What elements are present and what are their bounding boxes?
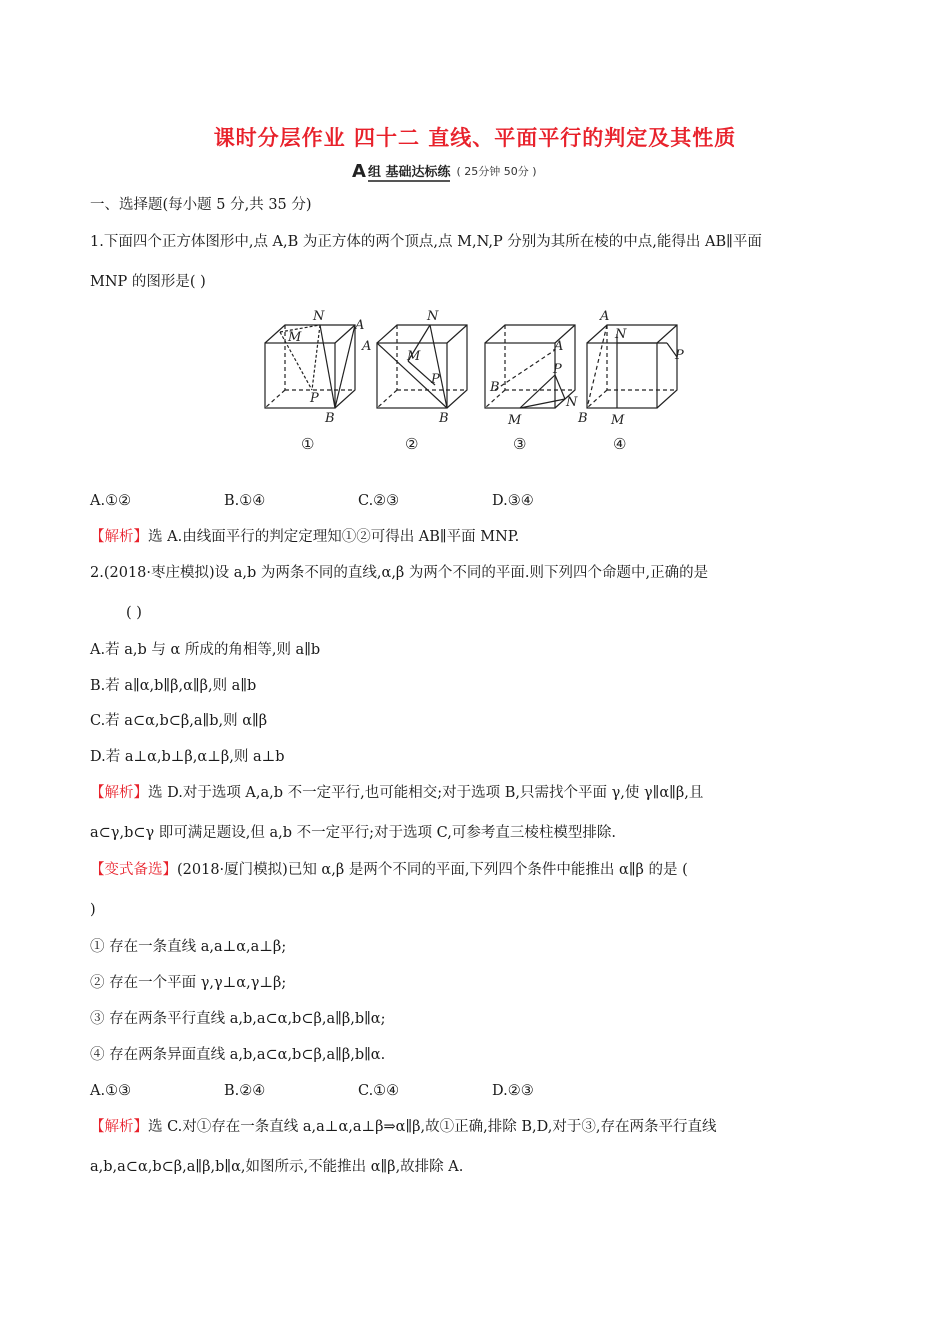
cube-4 — [587, 325, 677, 408]
variant-analysis-tag: 【解析】 — [90, 1119, 148, 1135]
cube4-label-N: N — [615, 327, 627, 342]
cube1-label-N: N — [313, 309, 325, 324]
cube1-label-A: A — [355, 318, 365, 333]
variant-item-3: ③ 存在两条平行直线 a,b,a⊂α,b⊂β,a∥β,b∥α; — [90, 1011, 386, 1027]
group-name: 组 基础达标练 — [368, 161, 451, 182]
cube4-label-B: B — [578, 411, 588, 426]
variant-stem: (2018·厦门模拟)已知 α,β 是两个不同的平面,下列四个条件中能推出 α∥β 的是 ( — [177, 862, 688, 878]
cube4-label-M: M — [611, 413, 625, 428]
cube1-label-B: B — [325, 411, 335, 426]
variant-item-4: ④ 存在两条异面直线 a,b,a⊂α,b⊂β,a∥β,b∥α. — [90, 1047, 386, 1063]
q1-stem-line2: MNP 的图形是( ) — [90, 274, 206, 290]
q1-analysis-tag: 【解析】 — [90, 529, 148, 545]
q1-option-a: A.①② — [90, 493, 132, 509]
q1-option-c: C.②③ — [358, 493, 400, 509]
q2-option-d: D.若 a⊥α,b⊥β,α⊥β,则 a⊥b — [90, 749, 285, 765]
q2-option-a: A.若 a,b 与 α 所成的角相等,则 a∥b — [90, 642, 321, 658]
group-letter: A — [352, 160, 366, 182]
variant-item-1: ① 存在一条直线 a,a⊥α,a⊥β; — [90, 939, 287, 955]
figure-label-1: ① — [301, 435, 315, 453]
q1-analysis-text: 选 A.由线面平行的判定定理知①②可得出 AB∥平面 MNP. — [148, 529, 520, 545]
figure-label-2: ② — [405, 435, 419, 453]
section-heading: 一、选择题(每小题 5 分,共 35 分) — [90, 197, 312, 213]
cube2-label-M: M — [407, 349, 421, 364]
variant-analysis-text1: 选 C.对①存在一条直线 a,a⊥α,a⊥β⇒α∥β,故①正确,排除 B,D,对于③,存在两条平行直线 — [148, 1119, 717, 1135]
group-time: ( 25分钟 50分 ) — [456, 165, 537, 178]
figure-label-4: ④ — [613, 435, 627, 453]
cube3-label-P: P — [553, 362, 562, 377]
variant-tag: 【变式备选】 — [90, 862, 177, 878]
cube3-label-A: A — [554, 339, 564, 354]
q2-analysis-tag: 【解析】 — [90, 785, 148, 801]
q2-analysis-line1 — [90, 783, 703, 803]
variant-analysis-line1 — [90, 1117, 716, 1137]
cube4-label-P: P — [675, 348, 684, 363]
q1-cube-figures — [250, 305, 700, 460]
q2-stem-line2: ( ) — [126, 605, 142, 621]
q2-option-b: B.若 a∥α,b∥β,α∥β,则 a∥b — [90, 678, 257, 694]
variant-line1 — [90, 860, 688, 880]
variant-option-d: D.②③ — [492, 1083, 534, 1099]
group-badge — [352, 160, 537, 182]
q2-stem-line1: 2.(2018·枣庄模拟)设 a,b 为两条不同的直线,α,β 为两个不同的平面.则下列四个命题中,正确的是 — [90, 565, 709, 581]
cube1-label-M: M — [288, 330, 302, 345]
cube3-label-B: B — [490, 380, 500, 395]
q2-analysis-text1: 选 D.对于选项 A,a,b 不一定平行,也可能相交;对于选项 B,只需找个平面 γ,使 γ∥α∥β,且 — [148, 785, 704, 801]
cube3-label-N: N — [566, 395, 578, 410]
cube2-label-N: N — [427, 309, 439, 324]
q2-option-c: C.若 a⊂α,b⊂β,a∥b,则 α∥β — [90, 713, 268, 729]
cube3-label-M: M — [508, 413, 522, 428]
variant-option-c: C.①④ — [358, 1083, 400, 1099]
q1-stem-line1: 1.下面四个正方体图形中,点 A,B 为正方体的两个顶点,点 M,N,P 分别为其所在棱的中点,能得出 AB∥平面 — [90, 234, 762, 250]
page-title: 课时分层作业 四十二 直线、平面平行的判定及其性质 — [213, 126, 737, 150]
variant-line2: ) — [90, 902, 96, 918]
q2-analysis-line2: a⊂γ,b⊂γ 即可满足题设,但 a,b 不一定平行;对于选项 C,可参考直三棱柱模型排除. — [90, 825, 616, 841]
variant-item-2: ② 存在一个平面 γ,γ⊥α,γ⊥β; — [90, 975, 287, 991]
q1-option-d: D.③④ — [492, 493, 534, 509]
figure-label-3: ③ — [513, 435, 527, 453]
variant-analysis-line2: a,b,a⊂α,b⊂β,a∥β,b∥α,如图所示,不能推出 α∥β,故排除 A. — [90, 1159, 464, 1175]
q1-analysis — [90, 527, 519, 547]
cube1-label-P: P — [310, 391, 319, 406]
cube4-label-A: A — [600, 309, 610, 324]
cube-2 — [377, 325, 467, 408]
variant-option-a: A.①③ — [90, 1083, 132, 1099]
q1-option-b: B.①④ — [224, 493, 266, 509]
cube2-label-P: P — [431, 372, 440, 387]
variant-option-b: B.②④ — [224, 1083, 266, 1099]
cube2-label-A: A — [362, 339, 372, 354]
cube2-label-B: B — [439, 411, 449, 426]
